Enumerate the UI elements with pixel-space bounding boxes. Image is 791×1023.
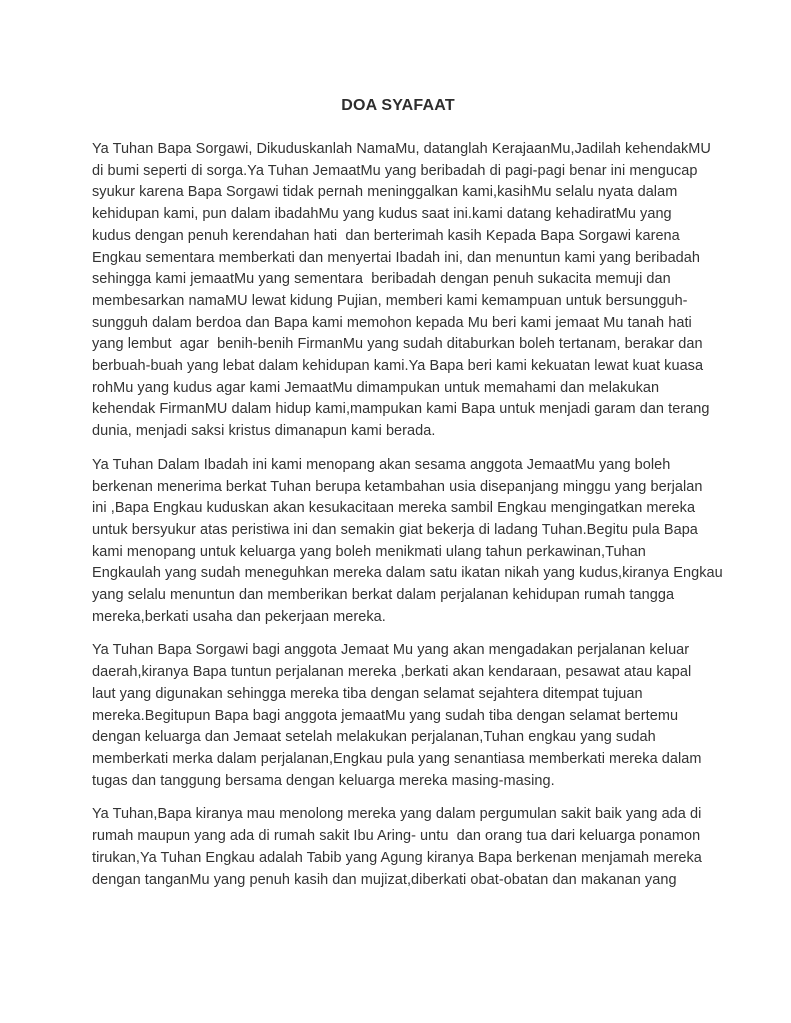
text-line: kudus dengan penuh kerendahan hati dan berterimah kasih Kepada Bapa Sorgawi karena <box>92 227 680 244</box>
text-line: dunia, menjadi saksi kristus dimanapun kami berada. <box>92 423 436 440</box>
text-line: sehingga kami jemaatMu yang sementara beribadah dengan penuh sukacita memuji dan <box>92 271 671 288</box>
text-line: Ya Tuhan Bapa Sorgawi bagi anggota Jemaat Mu yang akan mengadakan perjalanan keluar <box>92 642 690 659</box>
text-line: berbuah-buah yang lebat dalam kehidupan kami.Ya Bapa beri kami kekuatan lewat kuat kuasa <box>92 358 704 375</box>
text-line: tirukan,Ya Tuhan Engkau adalah Tabib yang Agung kiranya Bapa berkenan menjamah mereka <box>92 849 702 866</box>
text-line: daerah,kiranya Bapa tuntun perjalanan mereka ,berkati akan kendaraan, pesawat atau kapal <box>92 664 692 681</box>
text-line: memberkati merka dalam perjalanan,Engkau pula yang senantiasa memberkati mereka dalam <box>92 750 702 767</box>
text-line: yang selalu menuntun dan memberikan berkat dalam perjalanan kehidupan rumah tangga <box>92 587 675 604</box>
text-line: laut yang digunakan sehingga mereka tiba dengan selamat sejahtera ditempat tujuan <box>92 685 643 702</box>
text-line: kehendak FirmanMU dalam hidup kami,mampukan kami Bapa untuk menjadi garam dan terang <box>92 401 710 418</box>
text-line: berkenan menerima berkat Tuhan berupa ketambahan usia disepanjang minggu yang berjalan <box>92 478 703 495</box>
paragraph <box>92 640 704 792</box>
text-line: tugas dan tanggung bersama dengan keluarga mereka masing-masing. <box>92 772 555 789</box>
text-line: membesarkan namaMU lewat kidung Pujian, memberi kami kemampuan untuk bersungguh- <box>92 292 688 309</box>
text-line: Ya Tuhan Dalam Ibadah ini kami menopang akan sesama anggota JemaatMu yang boleh <box>92 456 671 473</box>
paragraph <box>92 804 704 891</box>
text-line: untuk bersyukur atas peristiwa ini dan semakin giat bekerja di ladang Tuhan.Begitu pula Bapa <box>92 521 698 538</box>
document-content <box>92 96 723 903</box>
document-body <box>92 139 723 891</box>
text-line: Ya Tuhan,Bapa kiranya mau menolong mereka yang dalam pergumulan sakit baik yang ada di <box>92 806 702 823</box>
text-line: syukur karena Bapa Sorgawi tidak pernah meninggalkan kami,kasihMu selalu nyata dalam <box>92 184 678 201</box>
text-line: sungguh dalam berdoa dan Bapa kami memohon kepada Mu beri kami jemaat Mu tanah hati <box>92 314 692 331</box>
document-title: DOA SYAFAAT <box>341 97 455 114</box>
text-line: mereka.Begitupun Bapa bagi anggota jemaatMu yang sudah tiba dengan selamat bertemu <box>92 707 679 724</box>
text-line: dengan keluarga dan Jemaat setelah melakukan perjalanan,Tuhan engkau yang sudah <box>92 729 656 746</box>
text-line: kehidupan kami, pun dalam ibadahMu yang kudus saat ini.kami datang kehadiratMu yang <box>92 206 672 223</box>
text-line: kami menopang untuk keluarga yang boleh menikmati ulang tahun perkawinan,Tuhan <box>92 543 646 560</box>
text-line: Ya Tuhan Bapa Sorgawi, Dikuduskanlah NamaMu, datanglah KerajaanMu,Jadilah kehendakMU <box>92 141 711 157</box>
text-line: yang lembut agar benih-benih FirmanMu yang sudah ditaburkan boleh tertanam, berakar dan <box>92 336 703 353</box>
text-line: dengan tanganMu yang penuh kasih dan mujizat,diberkati obat-obatan dan makanan yang <box>92 871 677 888</box>
text-line: mereka,berkati usaha dan pekerjaan mereka. <box>92 608 386 625</box>
text-line: ini ,Bapa Engkau kuduskan akan kesukacitaan mereka sambil Engkau mengingatkan mereka <box>92 500 696 517</box>
text-line: rohMu yang kudus agar kami JemaatMu dimampukan untuk memahami dan melakukan <box>92 379 660 396</box>
text-line: Engkau sementara memberkati dan menyertai Ibadah ini, dan menuntun kami yang beribadah <box>92 249 701 266</box>
text-line: Engkaulah yang sudah meneguhkan mereka dalam satu ikatan nikah yang kudus,kiranya Engkau <box>92 565 723 582</box>
paragraph <box>92 455 723 629</box>
text-line: di bumi seperti di sorga.Ya Tuhan JemaatMu yang beribadah di pagi-pagi benar ini mengucap <box>92 162 698 179</box>
paragraph <box>92 139 711 443</box>
text-line: rumah maupun yang ada di rumah sakit Ibu Aring- untu dan orang tua dari keluarga ponamon <box>92 828 701 845</box>
